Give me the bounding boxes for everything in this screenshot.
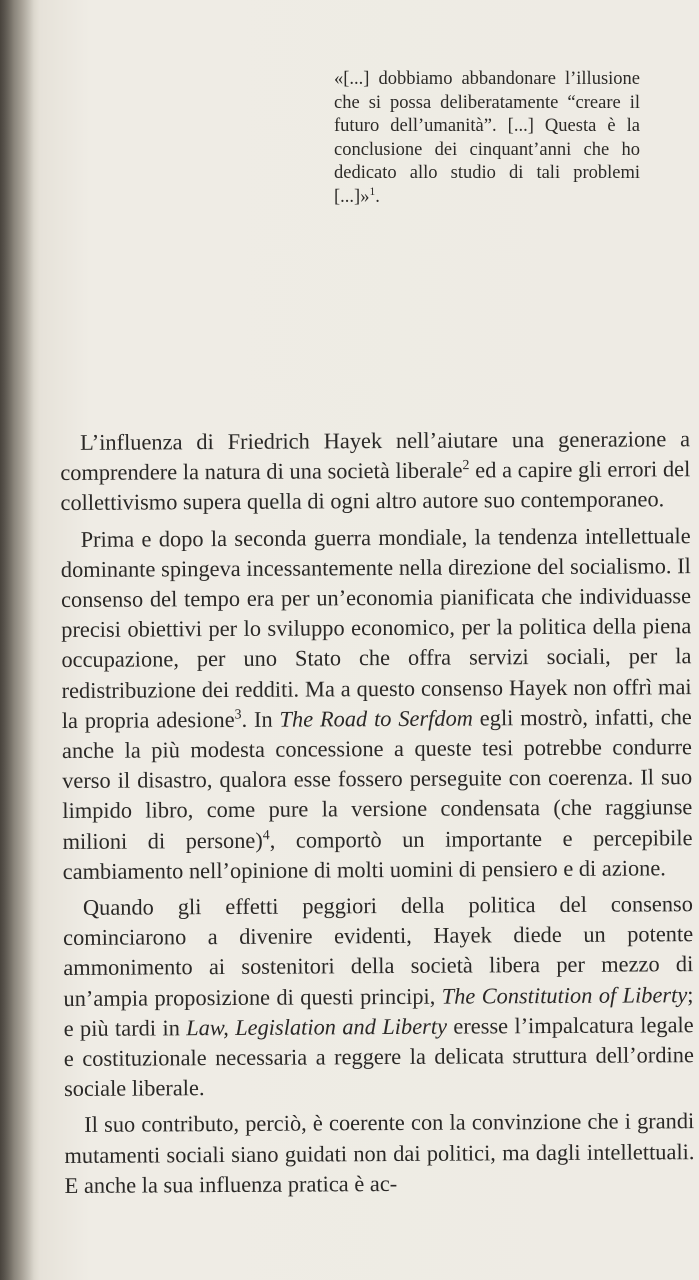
book-title: Law, Legislation and Liberty [186,1013,448,1041]
paragraph-3 [63,889,694,1104]
epigraph-quote: «[...] dobbiamo abbandonare l’illusione che si possa deliberatamente “creare il futuro dell’umanità”. [...] Questa è la conclusione dei cinquant’anni che ho dedicato allo studio di tali problemi [...]»$^1$. [334,69,640,207]
paragraph-text: . In [241,706,280,732]
body-text [60,424,695,1207]
paragraph-text: Il suo contributo, perciò, è coerente con la convinzione che i grandi mutamenti sociali siano guidati non dai politici, ma dagli intellettuali. E anche la sua influenza pratica è ac- [64,1108,695,1198]
paragraph-text: ; e più tardi in [63,981,694,1041]
footnote-marker: 2 [462,458,470,474]
paragraph-text: , comportò un importante e percepibile cambiamento nell’opinione di molti uomini di pensiero e di azione. [62,824,693,884]
paragraph-text: Prima e dopo la seconda guerra mondiale, la tendenza intellettuale dominante spingeva incessantemente nella direzione del socialismo. Il consenso del tempo era per un’economia pianificata che individuasse precisi obiettivi per lo sviluppo economico, per la politica della piena occupazione, per uno Stato che offra servizi sociali, per la redistribuzione dei redditi. Ma a questo consenso Hayek non offrì mai la propria adesione [60,522,692,733]
footnote-marker: 3 [234,707,242,723]
paragraph-2 [61,521,693,887]
paragraph-text: eresse l’impalcatura legale e costituzionale necessaria a reggere la delicata struttura dell’ordine sociale liberale. [63,1012,694,1102]
book-title: The Road to Serfdom [279,705,473,732]
paragraph-text: L’influenza di Friedrich Hayek nell’aiutare una generazione a comprendere la natura di una società liberale [60,426,691,486]
paragraph-1 [60,424,691,518]
paragraph-4 [64,1107,695,1201]
book-title: The Constitution of Liberty [441,981,688,1009]
footnote-marker: 1 [369,185,376,198]
paragraph-text: egli mostrò, infatti, che anche la più modesta concessione a queste tesi potrebbe condurre verso il disastro, qualora esse fossero perseguite con coerenza. Il suo limpido libro, come pure la versione condensata (che raggiunse milioni di persone) [61,703,693,854]
book-spine-shadow [0,0,34,1280]
epigraph-text: «[...] dobbiamo abbandonare l’illusione che si possa deliberatamente “creare il futuro dell’umanità”. [...] Questa è la conclusione dei cinquant’anni che ho dedicato allo studio di tali problemi [...]» [334,69,640,207]
paragraph-text: ed a capire gli errori del collettivismo supera quella di ogni altro autore suo contemporaneo. [60,456,691,516]
footnote-marker: 4 [262,827,270,843]
paragraph-text: Quando gli effetti peggiori della politica del consenso cominciarono a divenire evidenti, Hayek diede un potente ammonimento ai sostenitori della società libera per mezzo di un’ampia proposizione di questi principi, [63,891,694,1011]
